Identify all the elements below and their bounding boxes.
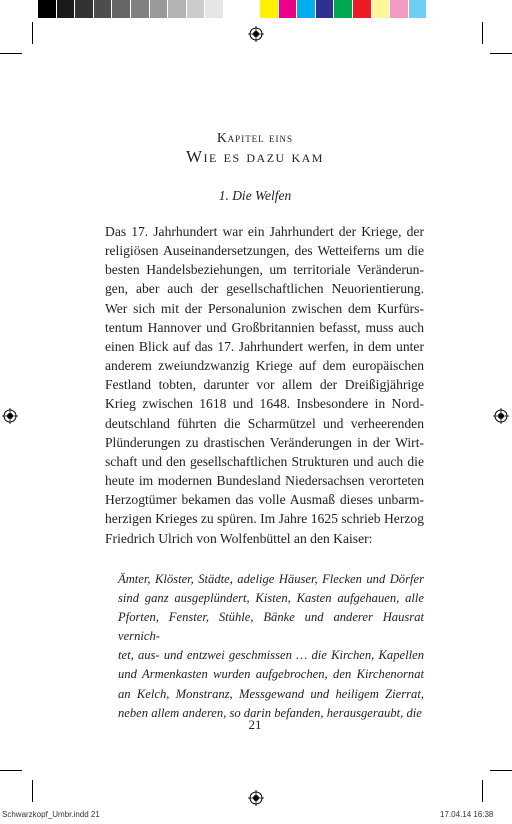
crop-mark xyxy=(482,780,483,802)
registration-mark-right-icon xyxy=(493,408,509,424)
color-swatch xyxy=(150,0,169,18)
text-line: Das 17. Jahrhundert war ein Jahrhundert der Kriege, der xyxy=(105,224,424,239)
color-swatch xyxy=(57,0,76,18)
text-line: gen, aber auch der gesellschaftlichen Neuorientierung. xyxy=(105,281,424,297)
text-line: Wer sich mit der Personalunion zwischen dem Kurfürs- xyxy=(105,300,424,316)
text-line: an Kelch, Monstranz, Messgewand und heiligem Zierrat, xyxy=(118,686,424,701)
text-line: Pforten, Fenster, Stühle, Bänke und anderer Hausrat vernich- xyxy=(118,610,424,644)
text-line: heute im modernen Bundesland Niedersachsen verorteten xyxy=(105,473,424,489)
slug-file-info: Schwarzkopf_Umbr.indd 21 xyxy=(2,810,100,819)
chapter-title: Wie es dazu kam xyxy=(186,147,324,166)
process-color-bar xyxy=(260,0,427,18)
body-text xyxy=(105,222,424,548)
crop-mark xyxy=(32,780,33,802)
text-line: Festland tobten, darunter vor allem der Dreißigjährige xyxy=(105,377,424,393)
block-quote xyxy=(118,570,424,723)
crop-mark xyxy=(482,22,483,44)
color-swatch xyxy=(205,0,224,18)
color-swatch xyxy=(224,0,243,18)
text-line: herzigen Krieges zu spüren. Im Jahre 1625 schrieb Herzog xyxy=(105,511,424,527)
text-line: Ämter, Klöster, Städte, adelige Häuser, Flecken und Dörfer xyxy=(118,572,424,586)
color-swatch xyxy=(168,0,187,18)
color-swatch xyxy=(112,0,131,18)
color-swatch xyxy=(94,0,113,18)
registration-mark-left-icon xyxy=(2,408,18,424)
text-line: tentum Hannover und Großbritannien befasst, muss auch xyxy=(105,319,424,335)
text-line: besten Handelsbeziehungen, um territoriale Veränderun- xyxy=(105,262,424,278)
color-swatch xyxy=(390,0,409,18)
text-line: und Armenkasten wurden aufgebrochen, den Kirchenornat xyxy=(118,667,424,682)
color-swatch xyxy=(316,0,335,18)
registration-mark-bottom-icon xyxy=(248,790,264,806)
crop-mark xyxy=(490,53,512,54)
chapter-label: Kapitel eins xyxy=(216,130,294,145)
text-line: religiösen Auseinandersetzungen, des Wetteiferns um die xyxy=(105,243,424,259)
color-swatch xyxy=(131,0,150,18)
registration-mark-top-icon xyxy=(248,26,264,42)
text-line: anderem zweiundzwanzig Kriege auf dem europäischen xyxy=(105,358,424,374)
page-number: 21 xyxy=(248,717,262,732)
text-line: Plünderungen zu drastischen Veränderungen in der Wirt- xyxy=(105,434,424,450)
text-line: schaft und den gesellschaftlichen Strukturen und auch die xyxy=(105,453,424,469)
slug-datetime: 17.04.14 16:38 xyxy=(440,810,494,819)
text-line: sind ganz ausgeplündert, Kisten, Kasten aufgehauen, alle xyxy=(118,591,424,606)
grayscale-color-bar xyxy=(38,0,243,18)
color-swatch xyxy=(187,0,206,18)
color-swatch xyxy=(75,0,94,18)
crop-mark xyxy=(0,770,22,771)
crop-mark xyxy=(32,22,33,44)
color-swatch xyxy=(353,0,372,18)
color-swatch xyxy=(260,0,279,18)
color-swatch xyxy=(279,0,298,18)
section-title: 1. Die Welfen xyxy=(218,188,292,203)
text-line: Krieg zwischen 1618 und 1648. Insbesondere in Nord- xyxy=(105,396,424,412)
text-line: tet, aus- und entzwei geschmissen … die Kirchen, Kapellen xyxy=(118,648,424,663)
color-swatch xyxy=(297,0,316,18)
text-line: einen Blick auf das 17. Jahrhundert werfen, in dem unter xyxy=(105,338,424,354)
text-line: deutschland führten die Scharmützel und verheerenden xyxy=(105,415,424,431)
color-swatch xyxy=(38,0,57,18)
text-line: neben allem anderen, so darin befanden, herausgeraubt, die xyxy=(118,705,422,720)
color-swatch xyxy=(372,0,391,18)
crop-mark xyxy=(490,770,512,771)
text-line: Herzogtümer bekamen das volle Ausmaß dieses unbarm- xyxy=(105,492,424,508)
color-swatch xyxy=(334,0,353,18)
crop-mark xyxy=(0,53,22,54)
color-swatch xyxy=(409,0,428,18)
text-line: Friedrich Ulrich von Wolfenbüttel an den Kaiser: xyxy=(105,530,373,546)
